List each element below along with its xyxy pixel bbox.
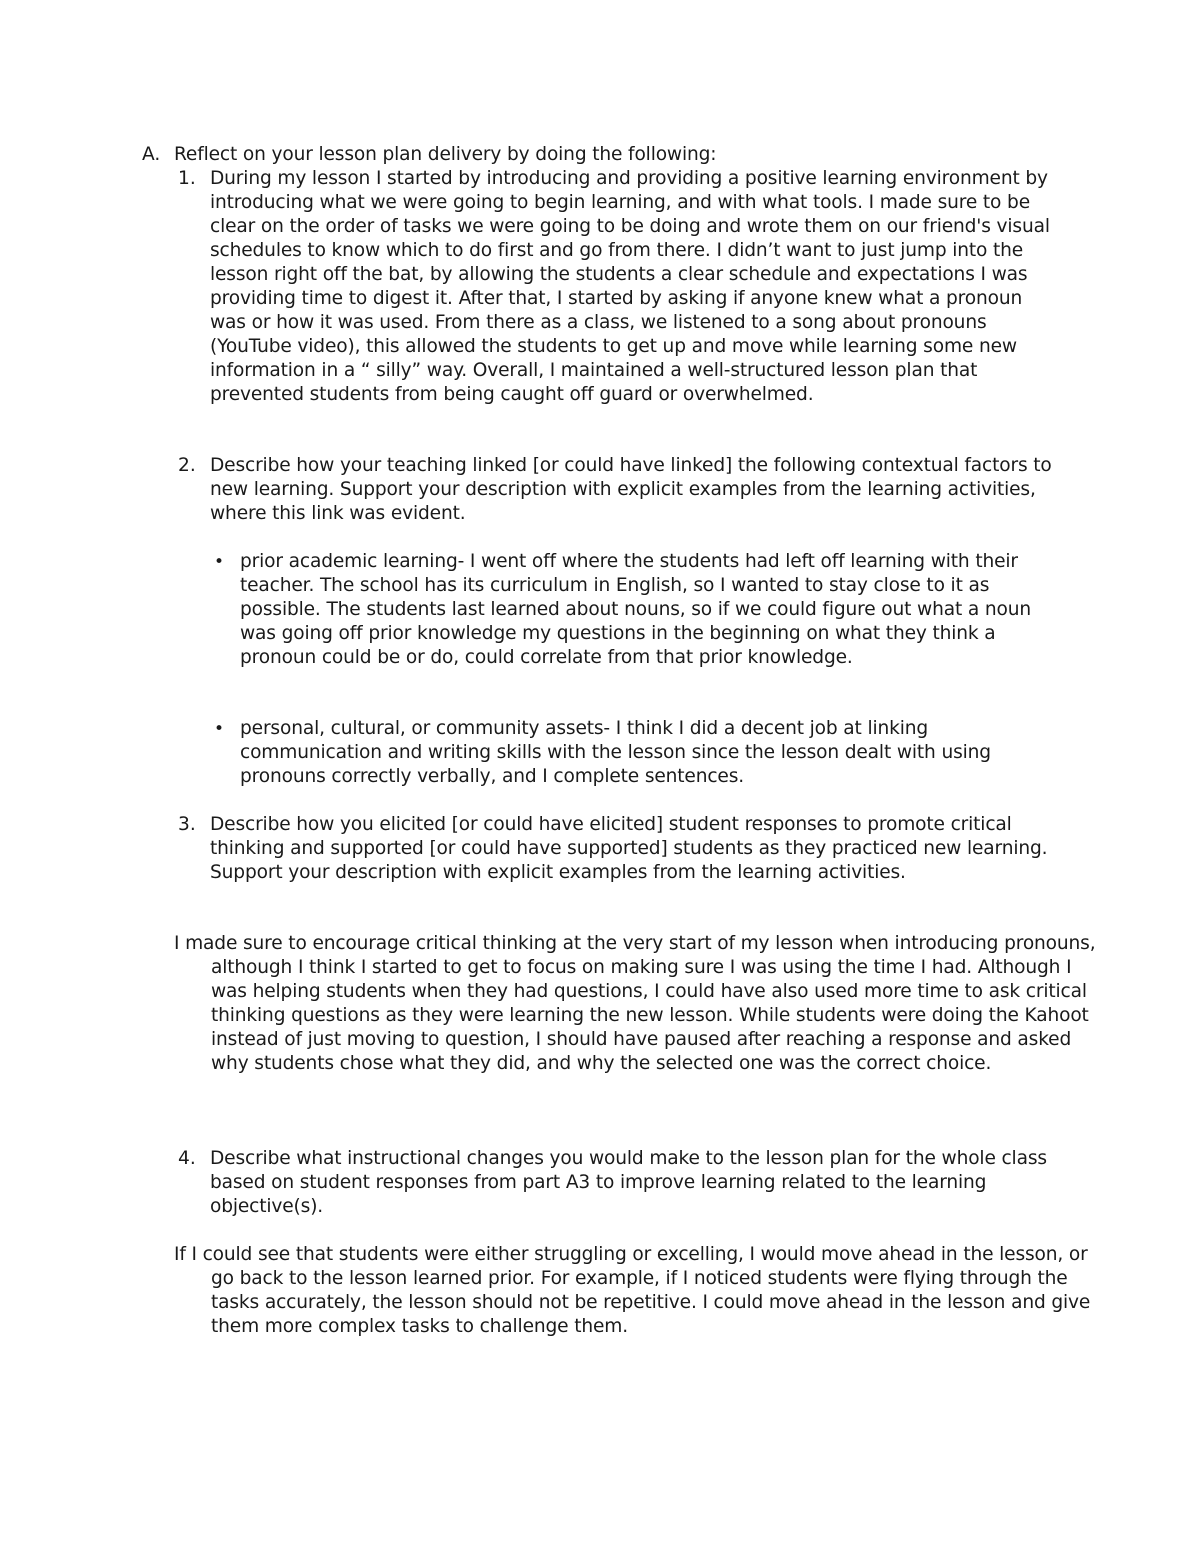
item-3-marker: 3. — [178, 814, 196, 835]
section-heading: Reflect on your lesson plan delivery by doing the following: — [174, 144, 717, 165]
item-3-text: Describe how you elicited [or could have elicited] student responses to promote critical thinking and supported [or could have supported] students as they practiced new learning. Support your description with explicit examples from the learning activities. — [210, 814, 1048, 883]
item-2-text: Describe how your teaching linked [or could have linked] the following contextual factors to new learning. Support your description with explicit examples from the learning activities, where this link was evident. — [210, 455, 1052, 524]
answer-3-paragraph: I made sure to encourage critical thinking at the very start of my lesson when introducing pronouns, although I think I started to get to focus on making sure I was using the time I had. Although I was helping students when they had questions, I could have also used more time to ask critical thinking questions as they were learning the new lesson. While students were doing the Kahoot instead of just moving to question, I should have paused after reaching a response and asked why students chose what they did, and why the selected one was the correct choice. — [174, 933, 1096, 1074]
item-1-marker: 1. — [178, 168, 196, 189]
item-4-marker: 4. — [178, 1148, 196, 1169]
item-1-text: During my lesson I started by introducing and providing a positive learning environment by introducing what we were going to begin learning, and with what tools. I made sure to be clear on the order of tasks we were going to be doing and wrote them on our friend's visual schedules to know which to do first and go from there. I didn’t want to just jump into the lesson right off the bat, by allowing the students a clear schedule and expectations I was providing time to digest it. After that, I started by asking if anyone knew what a pronoun was or how it was used. From there as a class, we listened to a song about pronouns (YouTube video), this allowed the students to get up and move while learning some new information in a “ silly” way. Overall, I maintained a well-structured lesson plan that prevented students from being caught off guard or overwhelmed. — [210, 168, 1050, 405]
bullet-1-text: prior academic learning- I went off where the students had left off learning with their teacher. The school has its curriculum in English, so I wanted to stay close to it as possible. The students last learned about nouns, so if we could figure out what a noun was going off prior knowledge my questions in the beginning on what they think a pronoun could be or do, could correlate from that prior knowledge. — [240, 551, 1031, 668]
bullet-1-symbol: • — [214, 552, 225, 572]
section-marker: A. — [142, 144, 161, 165]
item-4-text: Describe what instructional changes you would make to the lesson plan for the whole class based on student responses from part A3 to improve learning related to the learning objective(s). — [210, 1148, 1047, 1217]
item-2-marker: 2. — [178, 455, 196, 476]
bullet-2-text: personal, cultural, or community assets- I think I did a decent job at linking communication and writing skills with the lesson since the lesson dealt with using pronouns correctly verbally, and I complete sentences. — [240, 718, 991, 787]
bullet-2-symbol: • — [214, 719, 225, 739]
answer-4-paragraph: If I could see that students were either struggling or excelling, I would move ahead in the lesson, or go back to the lesson learned prior. For example, if I noticed students were flying through the tasks accurately, the lesson should not be repetitive. I could move ahead in the lesson and give them more complex tasks to challenge them. — [174, 1244, 1091, 1337]
